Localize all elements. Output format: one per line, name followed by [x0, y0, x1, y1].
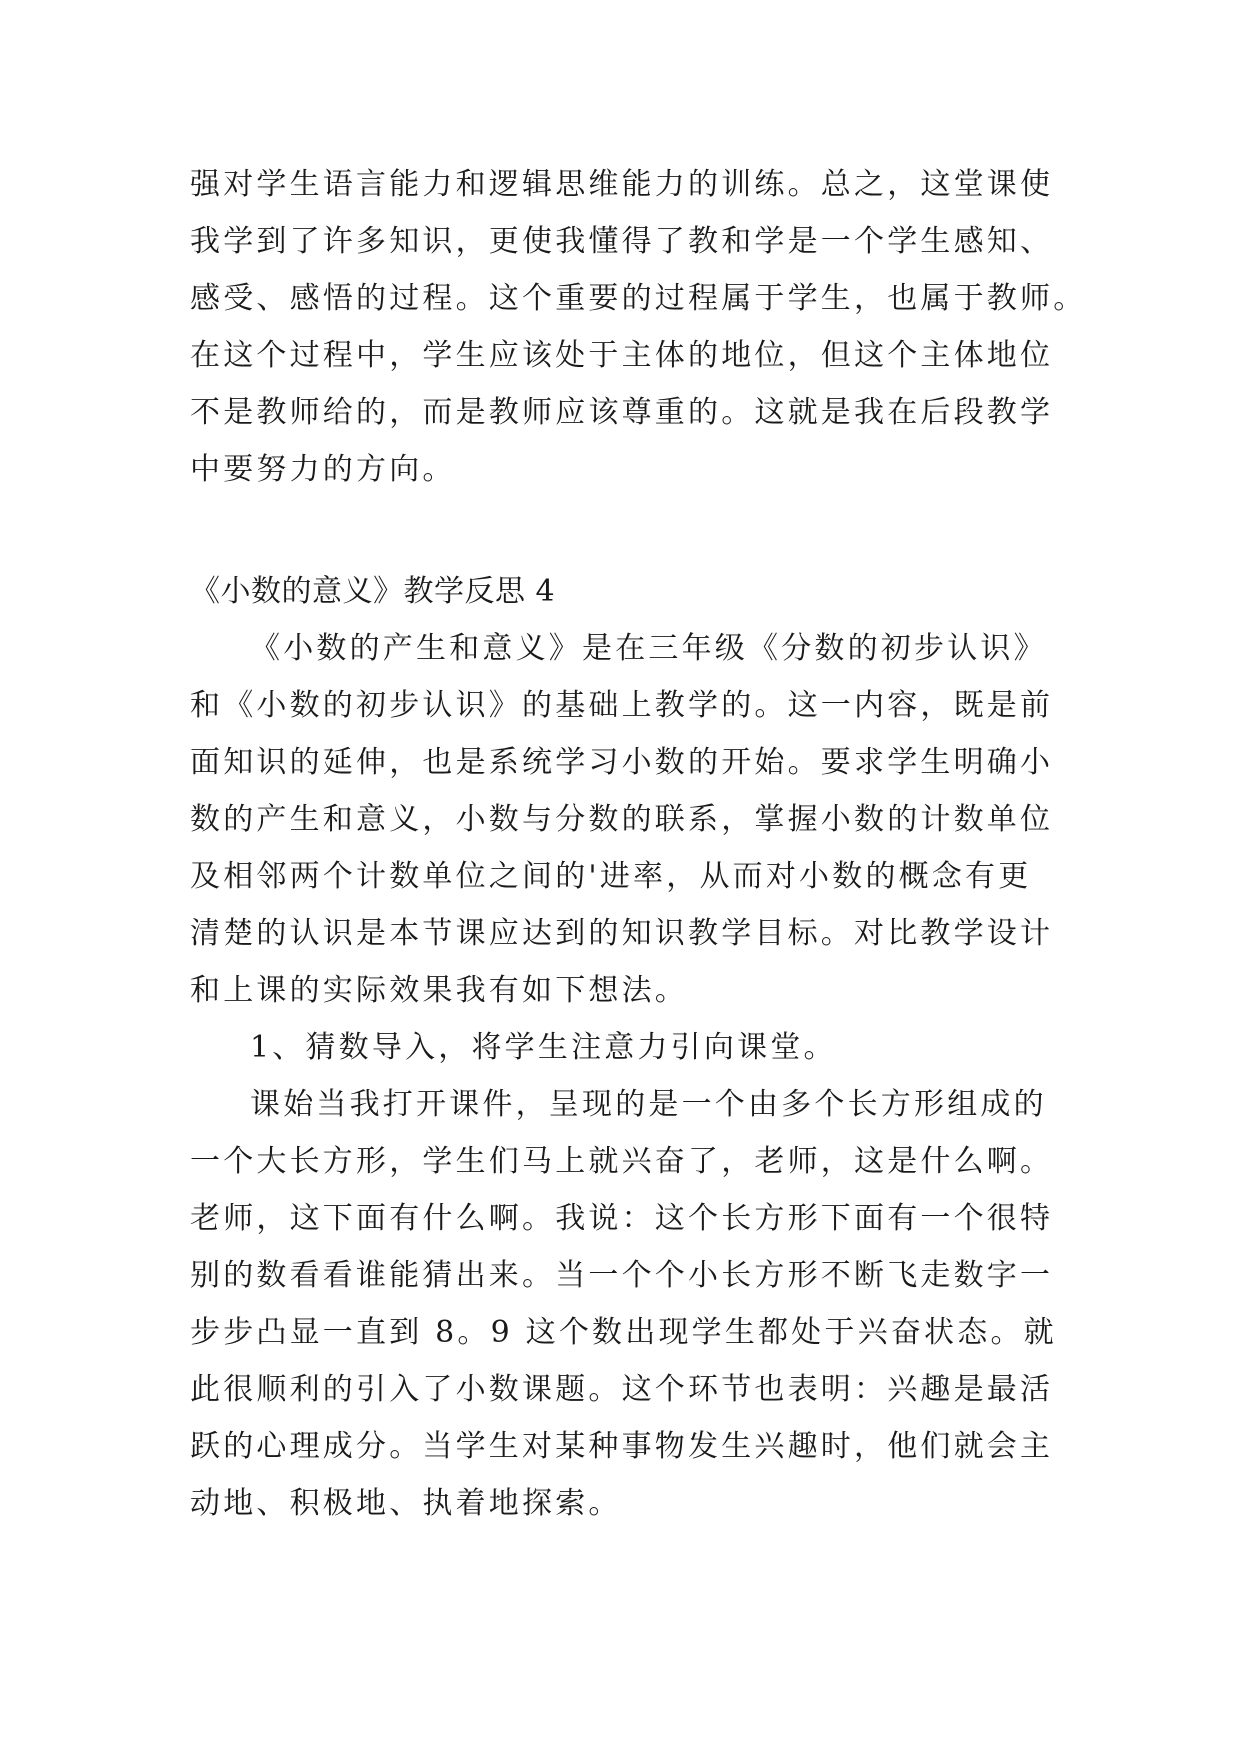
- paragraph-line: 此很顺利的引入了小数课题。这个环节也表明：兴趣是最活: [190, 1372, 1054, 1407]
- paragraph-line: 老师，这下面有什么啊。我说：这个长方形下面有一个很特: [190, 1201, 1054, 1236]
- paragraph-line: 不是教师给的，而是教师应该尊重的。这就是我在后段教学: [190, 395, 1054, 430]
- paragraph-line: 跃的心理成分。当学生对某种事物发生兴趣时，他们就会主: [190, 1429, 1054, 1464]
- section-title: 《小数的意义》教学反思 4: [190, 574, 556, 609]
- paragraph-line: 《小数的产生和意义》是在三年级《分数的初步认识》: [250, 631, 1047, 666]
- paragraph-line: 数的产生和意义，小数与分数的联系，掌握小数的计数单位: [190, 802, 1054, 837]
- paragraph-line: 清楚的认识是本节课应达到的知识教学目标。对比教学设计: [190, 916, 1054, 951]
- paragraph-line: 动地、积极地、执着地探索。: [190, 1486, 622, 1521]
- paragraph-line: 和上课的实际效果我有如下想法。: [190, 973, 688, 1008]
- paragraph-line: 步步凸显一直到 8。9 这个数出现学生都处于兴奋状态。就: [190, 1315, 1057, 1350]
- paragraph-line: 强对学生语言能力和逻辑思维能力的训练。总之，这堂课使: [190, 167, 1054, 202]
- paragraph-line: 感受、感悟的过程。这个重要的过程属于学生，也属于教师。: [190, 281, 1087, 316]
- paragraph-line: 及相邻两个计数单位之间的'进率，从而对小数的概念有更: [190, 859, 1032, 894]
- paragraph-line: 在这个过程中，学生应该处于主体的地位，但这个主体地位: [190, 338, 1054, 373]
- paragraph-line: 和《小数的初步认识》的基础上教学的。这一内容，既是前: [190, 688, 1054, 723]
- paragraph-line: 课始当我打开课件，呈现的是一个由多个长方形组成的: [250, 1087, 1047, 1122]
- paragraph-line: 面知识的延伸，也是系统学习小数的开始。要求学生明确小: [190, 745, 1054, 780]
- paragraph-line: 一个大长方形，学生们马上就兴奋了，老师，这是什么啊。: [190, 1144, 1054, 1179]
- list-item-heading: 1、猜数导入，将学生注意力引向课堂。: [250, 1030, 837, 1065]
- paragraph-line: 我学到了许多知识，更使我懂得了教和学是一个学生感知、: [190, 224, 1054, 259]
- paragraph-line: 别的数看看谁能猜出来。当一个个小长方形不断飞走数字一: [190, 1258, 1054, 1293]
- paragraph-line: 中要努力的方向。: [190, 452, 456, 487]
